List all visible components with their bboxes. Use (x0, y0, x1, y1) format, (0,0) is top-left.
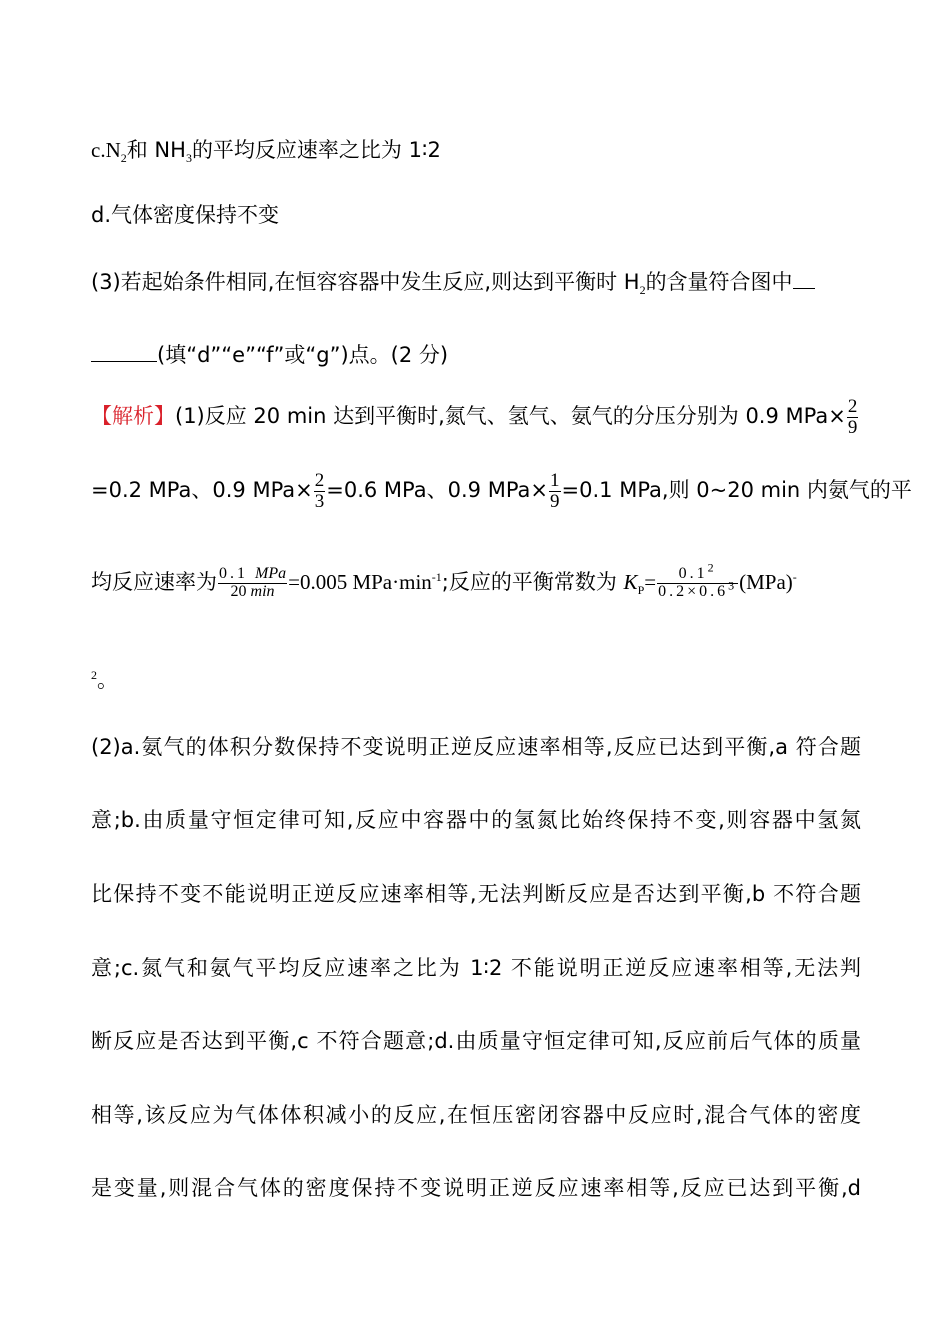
analysis-line-3 (91, 562, 861, 602)
answer-blank (793, 266, 815, 289)
fraction-2-3 (314, 471, 326, 512)
text: d.气体密度保持不变 (91, 203, 280, 227)
text: 相等,该反应为气体体积减小的反应,在恒压密闭容器中反应时,混合气体的密度 (91, 1103, 861, 1127)
unit: min (250, 582, 275, 600)
text: (2)a.氨气的体积分数保持不变说明正逆反应速率相等,反应已达到平衡,a 符合题 (91, 735, 861, 759)
denominator (218, 583, 287, 601)
question-3-line (91, 262, 861, 302)
value: 0.1 (678, 564, 708, 582)
text: =0.2 MPa、0.9 MPa× (91, 478, 313, 502)
analysis-line-10 (91, 1095, 861, 1135)
analysis-line-1 (91, 396, 861, 436)
analysis-line-4 (91, 660, 861, 700)
superscript: 2 (707, 560, 717, 575)
numerator: 1 (550, 469, 560, 491)
subscript: 3 (185, 151, 192, 166)
option-d-line (91, 195, 861, 235)
text: (1)反应 20 min 达到平衡时,氮气、氢气、氨气的分压分别为 0.9 MPa× (175, 404, 846, 428)
kp-fraction (657, 560, 738, 601)
text: =0.6 MPa、0.9 MPa× (326, 478, 549, 502)
subscript: 2 (639, 283, 646, 298)
text: ;反应的平衡常数为 (441, 570, 624, 594)
numerator: 2 (847, 395, 858, 417)
text-c-n: c.N (91, 138, 121, 162)
text: 的含量符合图中 (645, 270, 793, 294)
text: 。 (97, 668, 118, 692)
answer-blank (91, 339, 157, 362)
numerator: 2 (314, 469, 325, 491)
text: 断反应是否达到平衡,c 不符合题意;d.由质量守恒定律可知,反应前后气体的质量 (91, 1029, 861, 1053)
superscript: 2 (91, 668, 97, 682)
denominator: 3 (314, 490, 325, 512)
rate-fraction (218, 566, 287, 601)
text: 均反应速率为 (91, 570, 217, 594)
text: 意;c.氮气和氨气平均反应速率之比为 1∶2 不能说明正逆反应速率相等,无法判 (91, 956, 861, 980)
text: (3)若起始条件相同,在恒容容器中发生反应,则达到平衡时 H (91, 270, 640, 294)
text: (填“d”“e”“f”或“g”)点。(2 分) (157, 343, 449, 367)
text: 和 NH (126, 138, 186, 162)
analysis-tag: 【解析】 (91, 404, 175, 428)
value: 20 (230, 582, 251, 600)
analysis-line-6 (91, 800, 861, 840)
text: 是变量,则混合气体的密度保持不变说明正逆反应速率相等,反应已达到平衡,d (91, 1176, 861, 1200)
denominator: 9 (847, 416, 858, 438)
denominator: 9 (550, 490, 560, 512)
numerator (657, 560, 738, 583)
text: =0.005 MPa·min (288, 570, 432, 594)
question-3-cont-line (91, 335, 861, 375)
text: 比保持不变不能说明正逆反应速率相等,无法判断反应是否达到平衡,b 不符合题 (91, 882, 861, 906)
numerator (218, 566, 287, 583)
subscript: P (637, 583, 645, 598)
fraction-2-9 (847, 397, 859, 438)
value: 0.1 (219, 564, 255, 582)
analysis-line-5 (91, 727, 861, 767)
superscript: -1 (431, 570, 442, 584)
option-c-line (91, 130, 861, 170)
unit: MPa (255, 564, 287, 582)
denominator (657, 578, 738, 601)
text: = (644, 570, 657, 594)
text: (MPa) (739, 570, 793, 594)
analysis-line-9 (91, 1021, 861, 1061)
superscript: 3 (728, 578, 738, 593)
text: 意;b.由质量守恒定律可知,反应中容器中的氢氮比始终保持不变,则容器中氢氮 (91, 808, 861, 832)
text: 的平均反应速率之比为 1∶2 (191, 138, 441, 162)
superscript: - (792, 570, 797, 584)
analysis-line-7 (91, 874, 861, 914)
fraction-1-9 (549, 471, 561, 512)
analysis-line-8 (91, 948, 861, 988)
value: 0.2×0.6 (658, 582, 729, 600)
subscript: 2 (120, 151, 127, 166)
analysis-line-2 (91, 469, 912, 512)
text: =0.1 MPa,则 0~20 min 内氨气的平 (561, 478, 912, 502)
kp-symbol: K (623, 570, 638, 594)
analysis-line-11 (91, 1168, 861, 1208)
